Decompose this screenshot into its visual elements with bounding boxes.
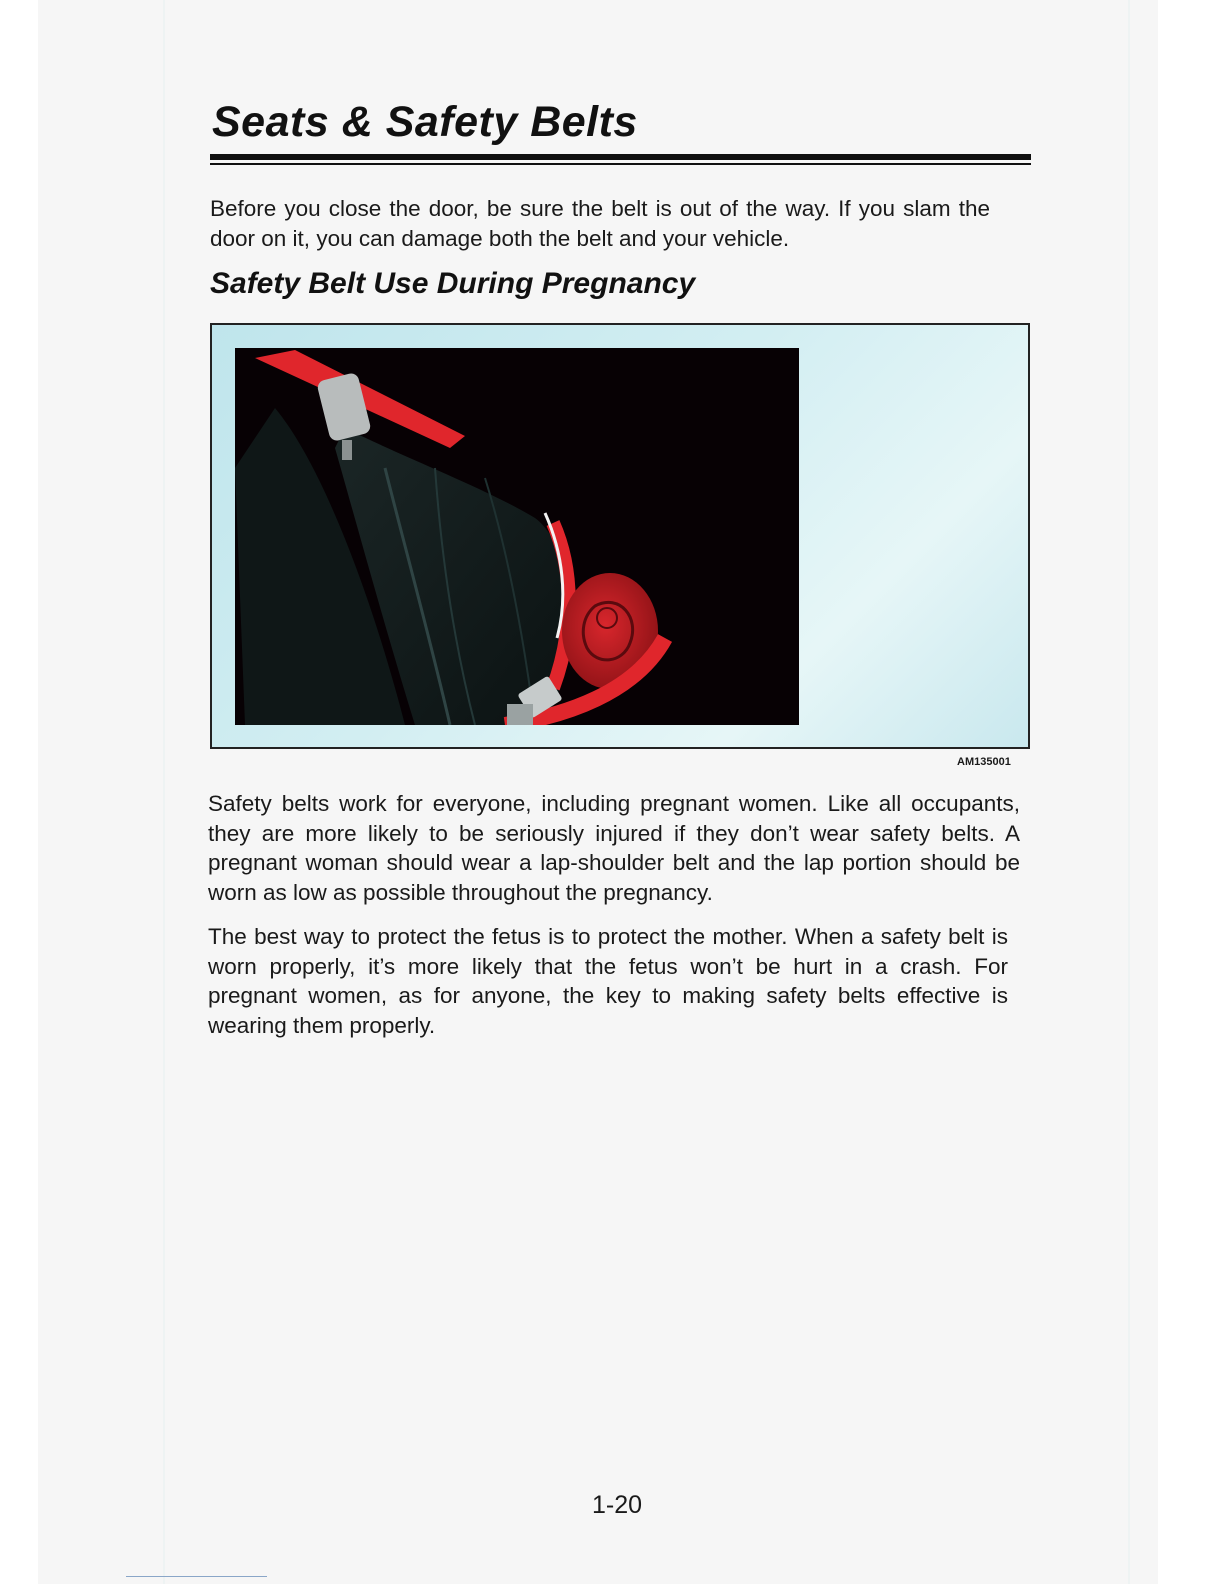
page-title: Seats & Safety Belts — [212, 98, 638, 146]
title-rule-thin — [210, 163, 1031, 165]
figure-code: AM135001 — [957, 756, 1011, 768]
buckle-latch — [507, 704, 533, 725]
footer-rule — [126, 1576, 267, 1577]
section-heading: Safety Belt Use During Pregnancy — [210, 267, 696, 300]
belt-guide-post — [342, 440, 352, 460]
page-number: 1-20 — [592, 1491, 643, 1519]
body-paragraph: The best way to protect the fetus is to protect the mother. When a safety belt is worn properly, it’s more likely that the fetus won’t be hurt in a crash. For pregnant women, as for anyone, the key to making safety belts effective is wearing them properly. — [208, 924, 1008, 1038]
right-margin-line — [1128, 0, 1130, 1584]
body-paragraph: Safety belts work for everyone, including pregnant women. Like all occupants, they are more likely to be seriously injured if they don’t wear safety belts. A pregnant woman should wear a lap-shoulder belt and the lap portion should be worn as low as possible throughout the pregnancy. — [208, 791, 1020, 905]
illustration-svg — [235, 348, 799, 725]
pregnancy-belt-illustration — [235, 348, 799, 725]
intro-paragraph: Before you close the door, be sure the belt is out of the way. If you slam the door on it, you can damage both the belt and your vehicle. — [210, 196, 990, 251]
title-rule-thick — [210, 154, 1031, 160]
figure-frame — [210, 323, 1030, 749]
left-margin-line — [163, 0, 165, 1584]
